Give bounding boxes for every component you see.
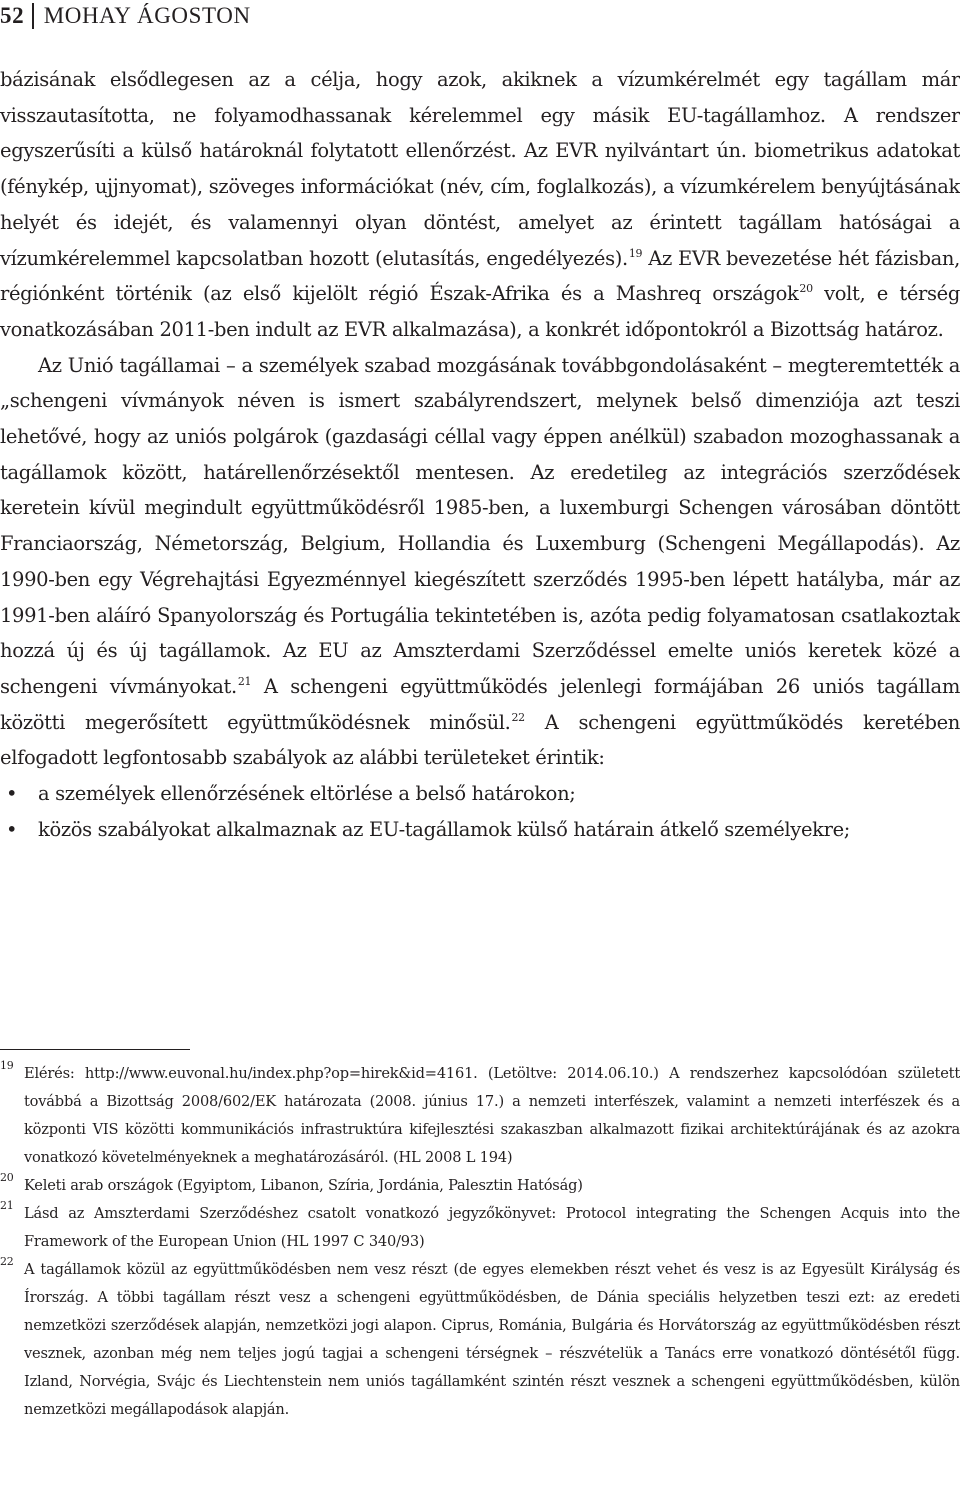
- footnote-ref-20[interactable]: 20: [799, 282, 813, 296]
- footnote-21: [0, 1200, 960, 1256]
- paragraph-2-text-a: Az Unió tagállamai – a személyek szabad mozgásának továbbgondolásaként – megteremtették a „schengeni vívmányok néven is ismert szabályrendszert, melynek belső dimenziója azt teszi lehetővé, hogy az uniós polgárok (gazdasági céllal vagy éppen anélkül) szabadon mozoghassanak a tagállamok között, határellenőrzésektől mentesen. Az eredetileg az integrációs szerződések keretein kívül megindult együttműködésről 1985-ben, a luxemburgi Schengen városában döntött Franciaország, Németország, Belgium, Hollandia és Luxemburg (Schengeni Megállapodás). Az 1990-ben egy Végrehajtási Egyezménnyel kiegészített szerződés 1995-ben lépett hatályba, már az 1991-ben aláíró Spanyolország és Portugália tekintetében is, azóta pedig folyamatosan csatlakoztak hozzá új és új tagállamok. Az EU az Amszterdami Szerződéssel emelte uniós keretek közé a schengeni vívmányokat.: [0, 353, 960, 698]
- footnote-number: 20: [0, 1171, 14, 1184]
- list-item-text: a személyek ellenőrzésének eltörlése a belső határokon;: [38, 782, 576, 806]
- paragraph-1-text-b: Az EVR bevezetése hét fázisban, régiónként történik (az első kijelölt régió Észak-Afrika és a Mashreq országok: [0, 246, 960, 306]
- list-item-text: közös szabályokat alkalmaznak az EU-tagállamok külső határain átkelő személyekre;: [38, 817, 850, 841]
- footnote-text: Lásd az Amszterdami Szerződéshez csatolt vonatkozó jegyzőkönyvet: Protocol integrating the Schengen Acquis into the Framework of the European Union (HL 1997 C 340/93): [24, 1205, 960, 1250]
- footnote-separator: [0, 1049, 190, 1050]
- footnote-22: [0, 1256, 960, 1424]
- footnote-ref-22[interactable]: 22: [511, 710, 525, 724]
- list-item: [0, 776, 960, 812]
- paragraph-2: [0, 348, 960, 776]
- paragraph-1-text-a: bázisának elsődlegesen az a célja, hogy azok, akiknek a vízumkérelmét egy tagállam már visszautasította, ne folyamodhassanak kérelemmel egy másik EU-tagállamhoz. A rendszer egyszerűsíti a külső határoknál folytatott ellenőrzést. Az EVR nyilvántart ún. biometrikus adatokat (fénykép, ujjnyomat), szöveges információkat (név, cím, foglalkozás), a vízumkérelem benyújtásának helyét és idejét, és valamennyi olyan döntést, amelyet az érintett tagállam hatóságai a vízumkérelemmel kapcsolatban hozott (elutasítás, engedélyezés).: [0, 68, 960, 270]
- paragraph-1: [0, 62, 960, 348]
- footnote-19: [0, 1060, 960, 1172]
- bullet-icon: •: [6, 817, 18, 841]
- footnotes: [0, 1060, 960, 1424]
- running-header-author: MOHAY ÁGOSTON: [43, 3, 251, 28]
- footnote-ref-19[interactable]: 19: [628, 246, 643, 260]
- body-text: [0, 62, 960, 847]
- footnote-text: A tagállamok közül az együttműködésben nem vesz részt (de egyes elemekben részt vehet és vesz is az Egyesült Királyság és Írország. A többi tagállam részt vesz a schengeni együttműködésben, de Dánia speciális helyzetben teszi ezt: az eredeti nemzetközi szerződések alapján, nemzetközi jogi alapon. Ciprus, Románia, Bulgária és Horvátország az együttműködésben részt vesznek, azonban még nem teljes jogú tagjai a schengeni térségnek – részvételük a Tanács erre vonatkozó döntésétől függ. Izland, Norvégia, Svájc és Liechtenstein nem uniós tagállamként szintén részt vesznek a schengeni együttműködésben, külön nemzetközi megállapodások alapján.: [24, 1261, 960, 1418]
- footnote-text: Elérés: http://www.euvonal.hu/index.php?op=hirek&id=4161. (Letöltve: 2014.06.10.) A rendszerhez kapcsolódóan született továbbá a Bizottság 2008/602/EK határozata (2008. június 17.) a nemzeti interfészek, valamint a nemzeti interfészek és a központi VIS közötti kommunikációs infrastruktúra kifejlesztési szakaszban alkalmazott fizikai architektúrájának és az azokra vonatkozó követelményeknek a meghatározásáról. (HL 2008 L 194): [24, 1065, 960, 1166]
- paragraph-2-text-b: A schengeni együttműködés jelenlegi formájában 26 uniós tagállam közötti megerősített együttműködésnek minősül.: [0, 674, 960, 734]
- running-header: [0, 2, 251, 30]
- footnote-text: Keleti arab országok (Egyiptom, Libanon, Szíria, Jordánia, Palesztin Hatóság): [24, 1177, 583, 1194]
- bullet-list: [0, 776, 960, 847]
- bullet-icon: •: [6, 782, 18, 806]
- paragraph-1-text-c: volt, e térség vonatkozásában 2011-ben indult az EVR alkalmazása), a konkrét időpontokról a Bizottság határoz.: [0, 282, 960, 341]
- paragraph-2-text-c: A schengeni együttműködés keretében elfogadott legfontosabb szabályok az alábbi területeket érintik:: [0, 710, 960, 770]
- footnote-20: [0, 1172, 960, 1200]
- footnote-number: 22: [0, 1255, 14, 1268]
- list-item: [0, 812, 960, 848]
- footnote-ref-21[interactable]: 21: [237, 674, 252, 688]
- footnote-number: 19: [0, 1059, 14, 1072]
- page-number: 52: [0, 3, 25, 28]
- footnote-number: 21: [0, 1199, 14, 1212]
- header-divider: [32, 3, 34, 29]
